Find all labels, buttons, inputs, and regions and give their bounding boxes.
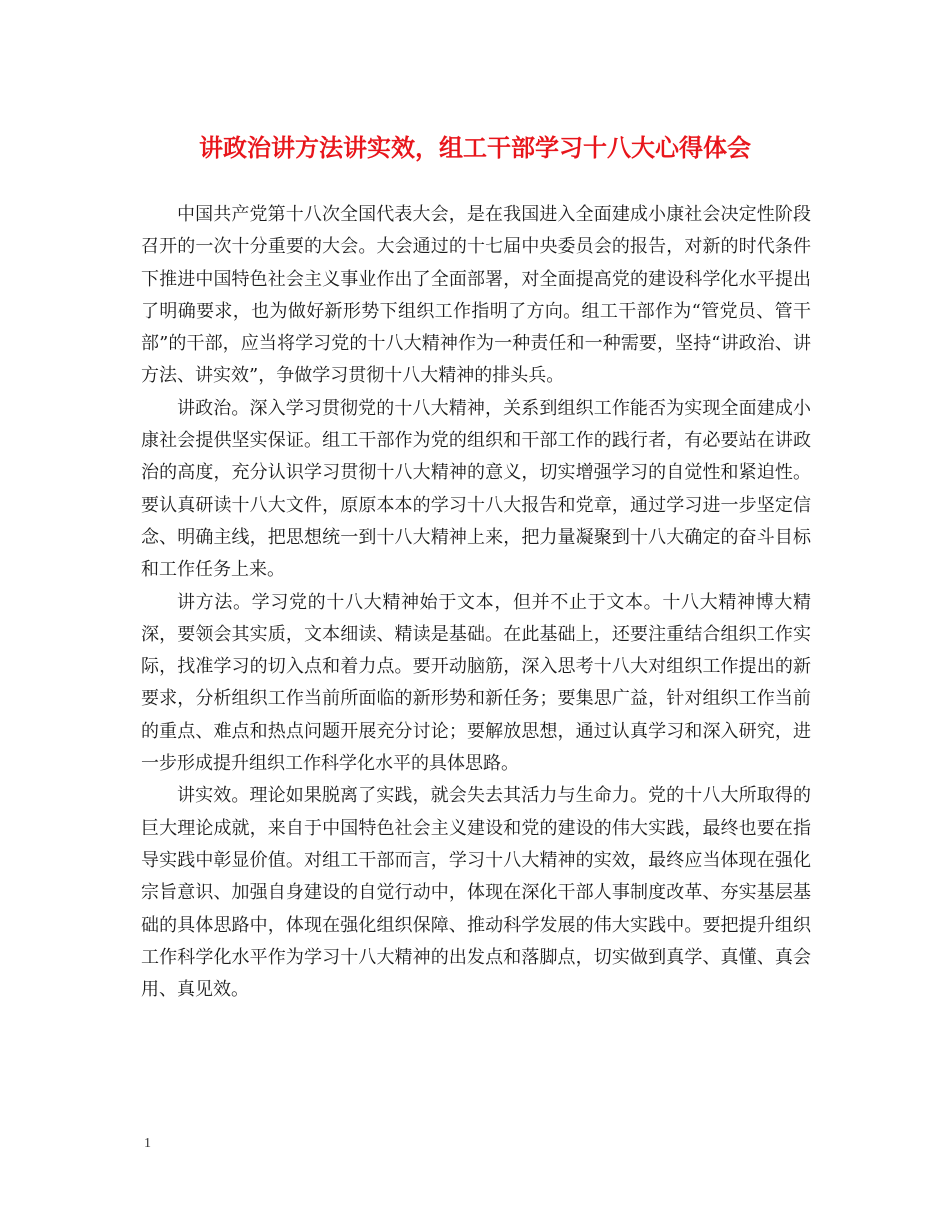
paragraph-effectiveness: 讲实效。理论如果脱离了实践，就会失去其活力与生命力。党的十八大所取得的巨大理论成就，来自于中国特色社会主义建设和党的建设的伟大实践，最终也要在指导实践中彰显价值。对组工干部而言，学习十八大精神的实效，最终应当体现在强化宗旨意识、加强自身建设的自觉行动中，体现在深化干部人事制度改革、夯实基层基础的具体思路中，体现在强化组织保障、推动科学发展的伟大实践中。要把提升组织工作科学化水平作为学习十八大精神的出发点和落脚点，切实做到真学、真懂、真会用、真见效。 [141,785,811,1001]
paragraph-methods: 讲方法。学习党的十八大精神始于文本，但并不止于文本。十八大精神博大精深，要领会其实质，文本细读、精读是基础。在此基础上，还要注重结合组织工作实际，找准学习的切入点和着力点。要开动脑筋，深入思考十八大对组织工作提出的新要求，分析组织工作当前所面临的新形势和新任务；要集思广益，针对组织工作当前的重点、难点和热点问题开展充分讨论；要解放思想，通过认真学习和深入研究，进一步形成提升组织工作科学化水平的具体思路。 [141,591,811,775]
document-body [141,199,811,1006]
document-title: 讲政治讲方法讲实效，组工干部学习十八大心得体会 [199,133,751,162]
paragraph-politics: 讲政治。深入学习贯彻党的十八大精神，关系到组织工作能否为实现全面建成小康社会提供坚实保证。组工干部作为党的组织和干部工作的践行者，有必要站在讲政治的高度，充分认识学习贯彻十八大精神的意义，切实增强学习的自觉性和紧迫性。要认真研读十八大文件，原原本本的学习十八大报告和党章，通过学习进一步坚定信念、明确主线，把思想统一到十八大精神上来，把力量凝聚到十八大确定的奋斗目标和工作任务上来。 [141,397,811,581]
page-number: 1 [144,1136,151,1151]
paragraph-intro: 中国共产党第十八次全国代表大会，是在我国进入全面建成小康社会决定性阶段召开的一次十分重要的大会。大会通过的十七届中央委员会的报告，对新的时代条件下推进中国特色社会主义事业作出了全面部署，对全面提高党的建设科学化水平提出了明确要求，也为做好新形势下组织工作指明了方向。组工干部作为“管党员、管干部”的干部，应当将学习党的十八大精神作为一种责任和一种需要，坚持“讲政治、讲方法、讲实效”，争做学习贯彻十八大精神的排头兵。 [141,204,811,387]
